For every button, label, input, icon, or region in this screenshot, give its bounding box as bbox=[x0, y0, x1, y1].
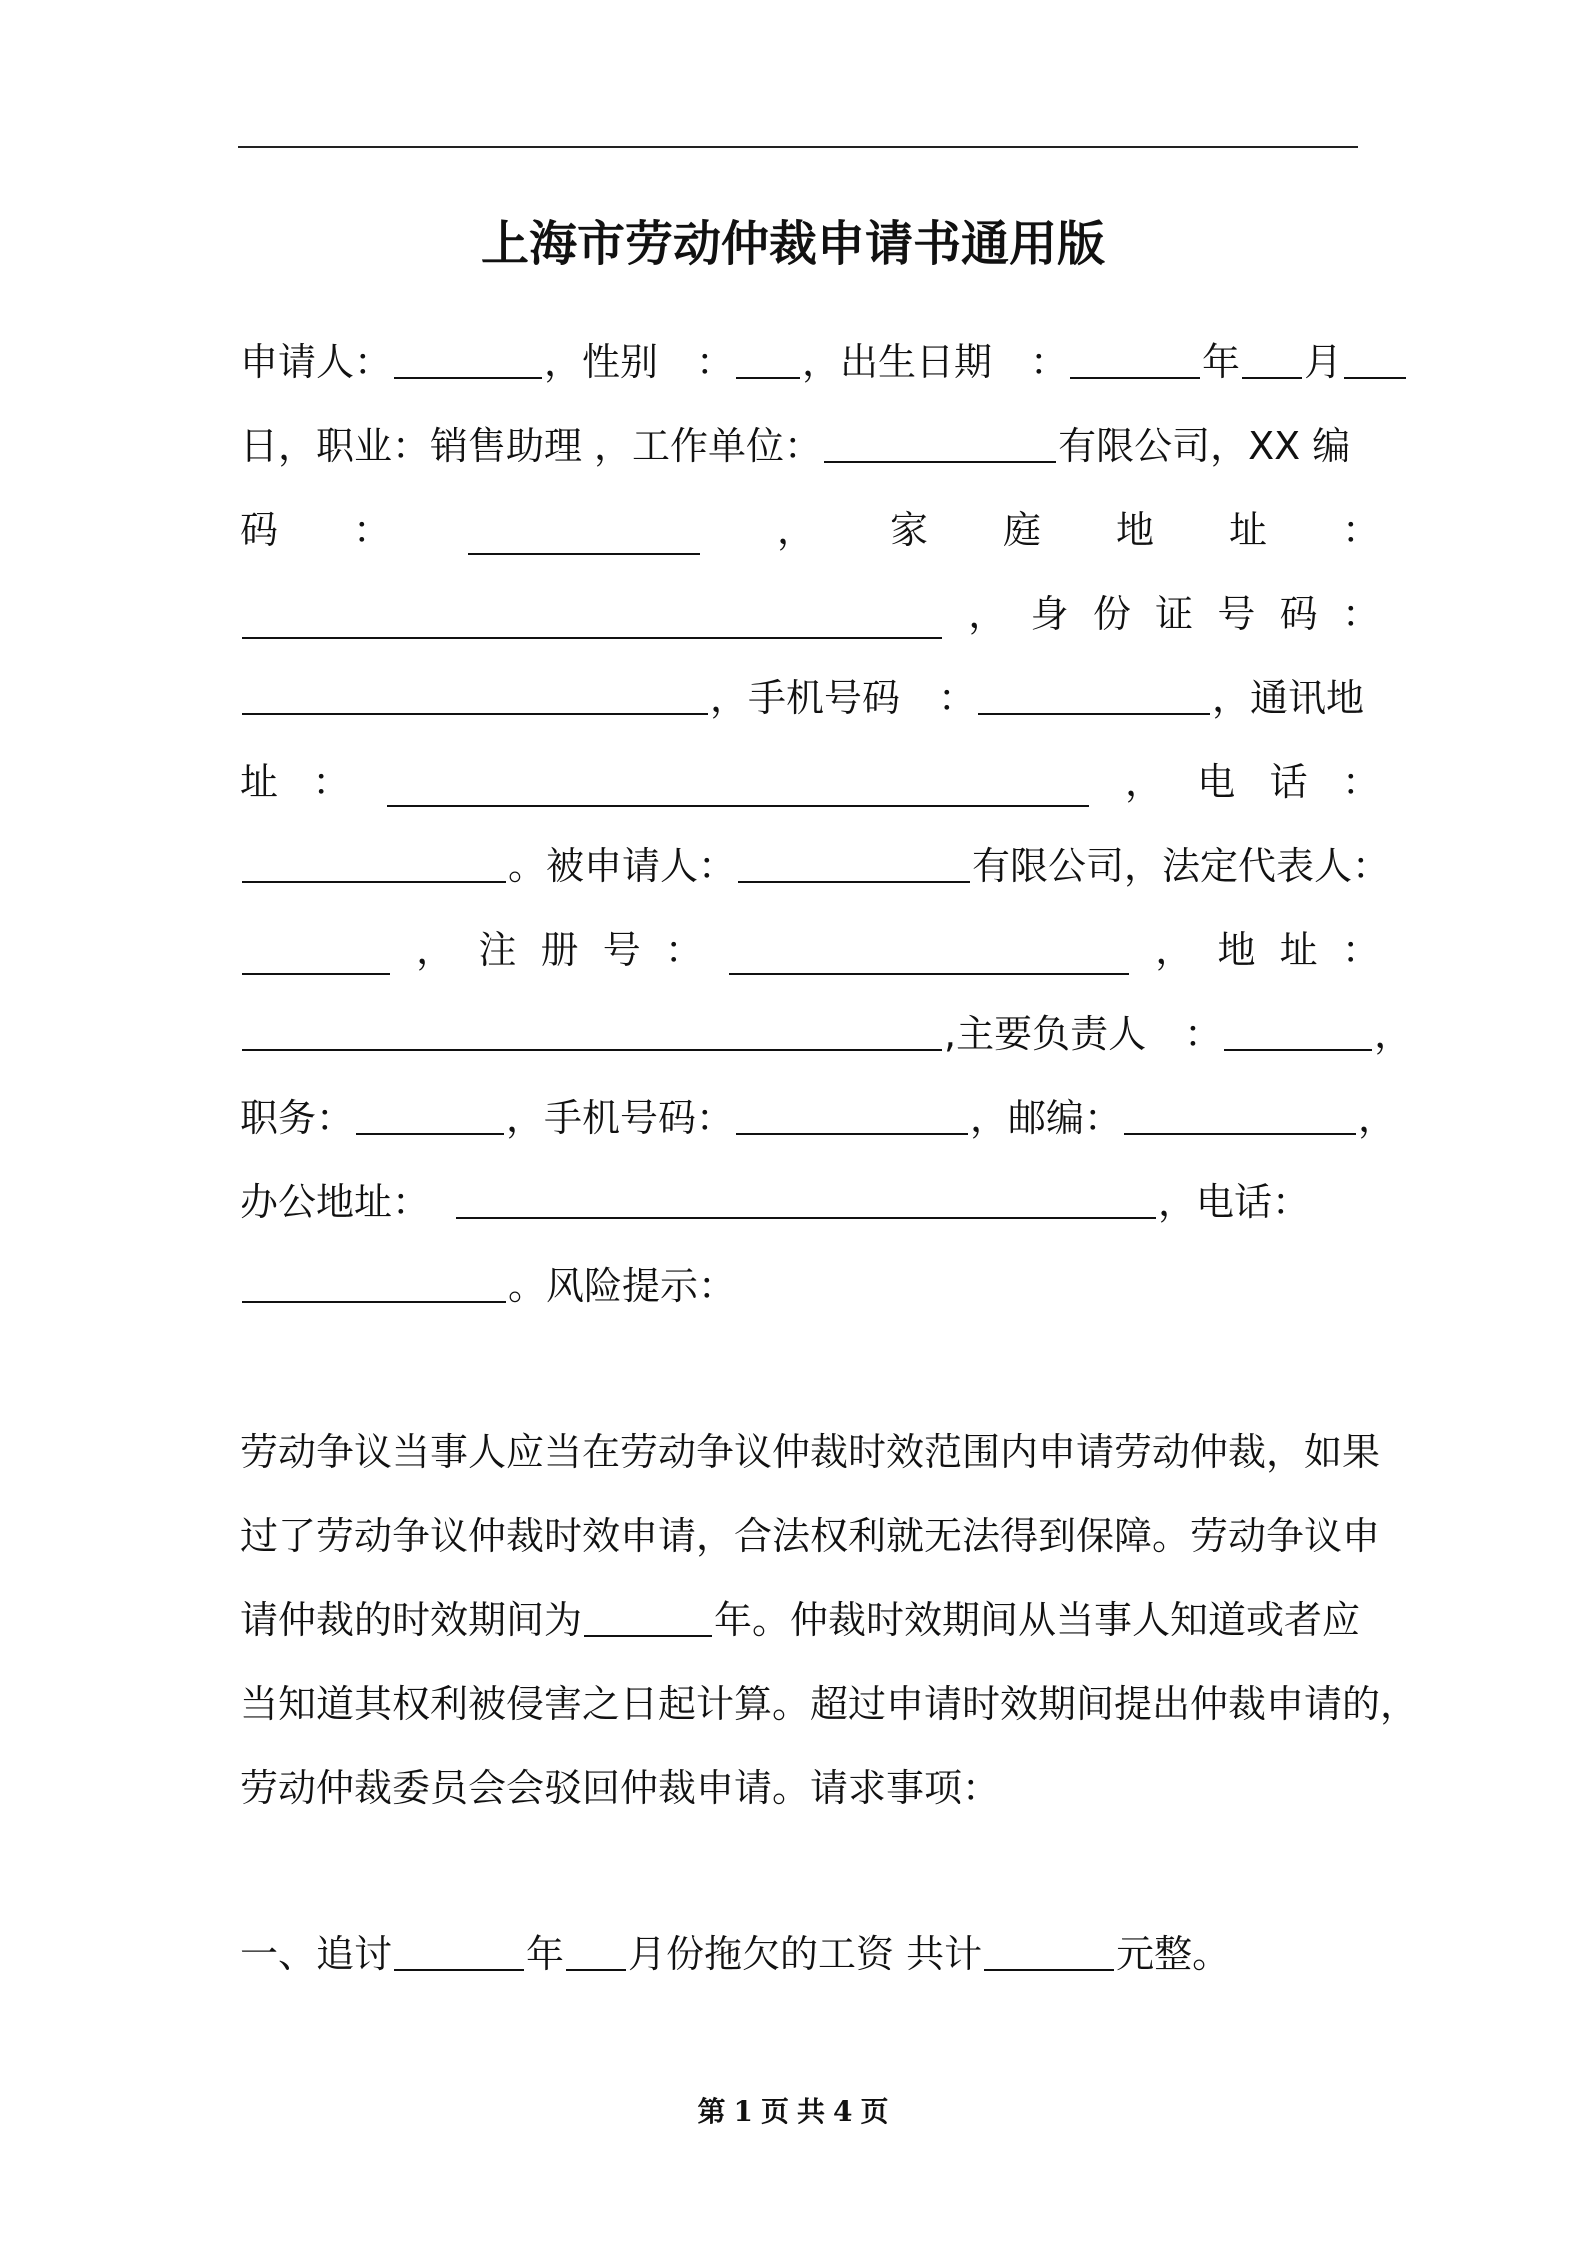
id-char: 号 bbox=[1217, 592, 1256, 636]
page-unit: 页 bbox=[760, 2095, 789, 2128]
office-phone-label: ，电话： bbox=[1158, 1180, 1311, 1224]
addr-char: 话 bbox=[1269, 760, 1308, 804]
home-address-blank[interactable] bbox=[242, 597, 942, 639]
reg-char: ： bbox=[1341, 928, 1380, 972]
occupation-value: 销售助理 bbox=[430, 424, 583, 468]
limitation-years-blank[interactable] bbox=[584, 1595, 712, 1637]
code-char: 家 bbox=[889, 508, 928, 552]
office-address-label: 办公地址： bbox=[240, 1180, 431, 1224]
respondent-line-6 bbox=[240, 1256, 1380, 1316]
legal-rep-blank[interactable] bbox=[242, 933, 390, 975]
id-char: 身 bbox=[1030, 592, 1069, 636]
claim-month-text: 月份拖欠的工资 共计 bbox=[628, 1932, 983, 1976]
id-char: 码 bbox=[1279, 592, 1318, 636]
respondent-line-3 bbox=[240, 1004, 1413, 1064]
principal-blank[interactable] bbox=[1224, 1009, 1372, 1051]
respondent-line-4 bbox=[240, 1088, 1397, 1148]
birth-day-blank[interactable] bbox=[1344, 337, 1406, 379]
id-char: ： bbox=[1341, 592, 1380, 636]
office-phone-blank[interactable] bbox=[242, 1261, 506, 1303]
year-label: 年 bbox=[1202, 340, 1241, 384]
limitation-label: 请仲裁的时效期间为 bbox=[240, 1598, 583, 1642]
company-suffix: 有限公司，XX 编 bbox=[1058, 424, 1351, 468]
respondent-line-1 bbox=[240, 836, 1391, 896]
page-label: 第 bbox=[697, 2095, 726, 2128]
applicant-line-2 bbox=[240, 416, 1380, 476]
applicant-name-blank[interactable] bbox=[394, 337, 542, 379]
id-number-blank[interactable] bbox=[242, 673, 708, 715]
risk-paragraph-line: 劳动争议当事人应当在劳动争议仲裁时效范围内申请劳动仲裁，如果 bbox=[240, 1430, 1381, 1474]
page-footer bbox=[0, 2090, 1586, 2130]
applicant-line-1 bbox=[240, 332, 1380, 392]
claim-month-blank[interactable] bbox=[566, 1929, 626, 1971]
total-unit: 页 bbox=[860, 2095, 889, 2128]
registration-number-blank[interactable] bbox=[729, 933, 1129, 975]
respondent-mobile-label: ，手机号码： bbox=[506, 1096, 735, 1140]
total-pages: 4 bbox=[833, 2095, 853, 2128]
reg-char: 地 bbox=[1217, 928, 1256, 972]
applicant-line-6 bbox=[240, 752, 1380, 812]
mobile-label: ，手机号码 ： bbox=[710, 676, 977, 720]
addr-char: ， bbox=[1124, 760, 1163, 804]
respondent-company-suffix: 有限公司，法定代表人： bbox=[972, 844, 1391, 888]
id-char: 证 bbox=[1155, 592, 1194, 636]
claim-suffix: 元整。 bbox=[1116, 1932, 1231, 1976]
reg-char: 册 bbox=[540, 928, 579, 972]
reg-char: ， bbox=[416, 928, 455, 972]
employer-label: ，工作单位： bbox=[594, 424, 823, 468]
risk-paragraph-line: 过了劳动争议仲裁时效申请，合法权利就无法得到保障。劳动争议申 bbox=[240, 1514, 1381, 1558]
applicant-line-4 bbox=[240, 584, 1380, 644]
contact-address-blank[interactable] bbox=[387, 765, 1089, 807]
document-title: 上海市劳动仲裁申请书通用版 bbox=[480, 216, 1105, 272]
header-rule bbox=[238, 146, 1358, 148]
reg-char: ： bbox=[664, 928, 703, 972]
respondent-line-2 bbox=[240, 920, 1380, 980]
mobile-blank[interactable] bbox=[978, 673, 1210, 715]
respondent-line-5 bbox=[240, 1172, 1380, 1232]
respondent-address-blank[interactable] bbox=[242, 1009, 942, 1051]
risk-label: 。风险提示： bbox=[508, 1264, 737, 1308]
addr-char: ： bbox=[312, 760, 351, 804]
office-address-blank[interactable] bbox=[456, 1177, 1156, 1219]
code-char: ： bbox=[1341, 508, 1380, 552]
position-blank[interactable] bbox=[356, 1093, 504, 1135]
respondent-mobile-blank[interactable] bbox=[736, 1093, 968, 1135]
month-label: 月 bbox=[1304, 340, 1343, 384]
applicant-line-5 bbox=[240, 668, 1380, 728]
code-char: ： bbox=[353, 508, 392, 552]
reg-char: 号 bbox=[602, 928, 641, 972]
claim-line bbox=[240, 1924, 1380, 1984]
reg-char: 址 bbox=[1279, 928, 1318, 972]
reg-char: 注 bbox=[478, 928, 517, 972]
gender-label: ，性别 ： bbox=[544, 340, 735, 384]
birth-label: ，出生日期 ： bbox=[802, 340, 1069, 384]
applicant-line-3 bbox=[240, 500, 1380, 560]
addr-char: ： bbox=[1341, 760, 1380, 804]
comma: ， bbox=[1358, 1096, 1397, 1140]
risk-paragraph-line: 劳动仲裁委员会会驳回仲裁申请。请求事项： bbox=[240, 1766, 1001, 1810]
comma: ， bbox=[1374, 1012, 1413, 1056]
claim-year-blank[interactable] bbox=[394, 1929, 524, 1971]
id-char: ， bbox=[968, 592, 1007, 636]
occupation-label: ，职业： bbox=[278, 424, 431, 468]
birth-year-blank[interactable] bbox=[1070, 337, 1200, 379]
birth-month-blank[interactable] bbox=[1242, 337, 1302, 379]
contact-address-label: ，通讯地 bbox=[1212, 676, 1365, 720]
respondent-company-blank[interactable] bbox=[738, 841, 970, 883]
claim-amount-blank[interactable] bbox=[984, 1929, 1114, 1971]
reg-char: ， bbox=[1155, 928, 1194, 972]
risk-paragraph-line: 当知道其权利被侵害之日起计算。超过申请时效期间提出仲裁申请的， bbox=[240, 1682, 1419, 1726]
page-number: 1 bbox=[733, 2095, 753, 2128]
id-char: 份 bbox=[1092, 592, 1131, 636]
total-label: 共 bbox=[797, 2095, 826, 2128]
respondent-label: 。被申请人： bbox=[508, 844, 737, 888]
limitation-text: 年。仲裁时效期间从当事人知道或者应 bbox=[714, 1598, 1361, 1642]
postcode-blank[interactable] bbox=[1124, 1093, 1356, 1135]
addr-char: 址 bbox=[240, 760, 279, 804]
applicant-label: 申请人： bbox=[240, 340, 393, 384]
code-char: ， bbox=[776, 508, 815, 552]
applicant-phone-blank[interactable] bbox=[242, 841, 506, 883]
code-blank[interactable] bbox=[468, 513, 700, 555]
risk-paragraph-line-3 bbox=[240, 1590, 1380, 1650]
addr-char: 电 bbox=[1197, 760, 1236, 804]
postcode-label: ，邮编： bbox=[970, 1096, 1123, 1140]
position-label: 职务： bbox=[240, 1096, 355, 1140]
claim-year-label: 年 bbox=[526, 1932, 565, 1976]
employer-blank[interactable] bbox=[824, 421, 1056, 463]
code-char: 址 bbox=[1228, 508, 1267, 552]
day-label: 日 bbox=[240, 424, 279, 468]
code-char: 地 bbox=[1115, 508, 1154, 552]
claim-prefix: 一、追讨 bbox=[240, 1932, 393, 1976]
code-char: 庭 bbox=[1002, 508, 1041, 552]
principal-label: ,主要负责人 ： bbox=[944, 1012, 1223, 1056]
code-char: 码 bbox=[240, 508, 279, 552]
gender-blank[interactable] bbox=[736, 337, 800, 379]
